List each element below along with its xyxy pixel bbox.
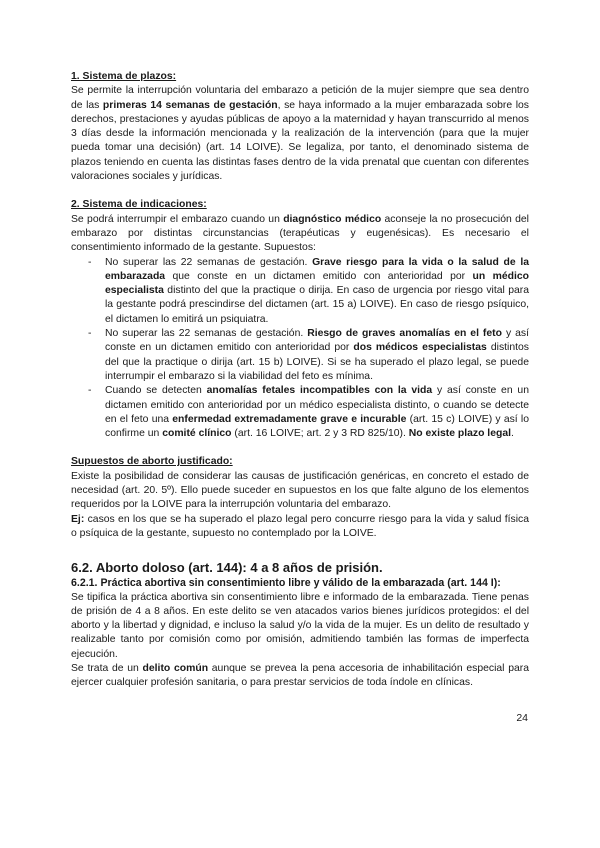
paragraph-practica-abortiva: Se tipifica la práctica abortiva sin consentimiento libre e informado de la embarazada. Tiene penas de prisión de 4 a 8 años. En este delito se ven atacados varios bienes jurídicos protegidos: el del aborto y la libertad y dignidad, e incluso la salud y/o la vida de la mujer. Es un delito de resultado y realizable tanto por comisión como por omisión, admitiendo también las formas de imperfecta ejecución. — [71, 591, 529, 660]
list-item: - No superar las 22 semanas de gestación. Grave riesgo para la vida o la salud de la embarazada que conste en un dictamen emitido con anterioridad por un médico especialista distinto del que la practique o dirija. En caso de urgencia por riesgo vital para la gestante podrá prescindirse del dictamen (art. 15 a) LOIVE). En caso de riesgo psíquico, el dictamen lo emitirá un psiquiatra. — [88, 256, 529, 325]
paragraph-indicaciones: Se podrá interrumpir el embarazo cuando un diagnóstico médico aconseje la no prosecución del embarazo por distintas circunstancias (terapéuticas y eugenésicas). Es necesario el consentimiento informado de la gestante. Supuestos: — [71, 213, 529, 254]
section-heading-plazos: 1. Sistema de plazos: — [71, 71, 177, 82]
subsection-title-practica-abortiva: 6.2.1. Práctica abortiva sin consentimiento libre y válido de la embarazada (art. 144 I): — [71, 577, 501, 590]
list-item: - Cuando se detecten anomalías fetales incompatibles con la vida y así conste en un dictamen emitido con anterioridad por un médico especialista distinto, o cuando se detecte en el feto una enfermedad extremadamente grave e incurable (art. 15 c) LOIVE) y así lo confirme un comité clínico (art. 16 LOIVE; art. 2 y 3 RD 825/10). No existe plazo legal. — [88, 385, 530, 440]
page-number: 24 — [516, 712, 528, 724]
list-item: - No superar las 22 semanas de gestación. Riesgo de graves anomalías en el feto y así conste en un dictamen emitido con anterioridad por dos médicos especialistas distintos del que la practique o dirija (art. 15 b) LOIVE). Si se ha superado el plazo legal, se puede interrumpir el embarazo si la viabilidad del feto es mínima. — [88, 328, 529, 382]
paragraph-ejemplo: Ej: casos en los que se ha superado el plazo legal pero concurre riesgo para la vida y salud física o psíquica de la gestante, supuesto no contemplado por la LOIVE. — [71, 513, 529, 539]
section-heading-aborto-justificado: Supuestos de aborto justificado: — [71, 456, 233, 468]
document-page — [71, 70, 529, 691]
section-heading-indicaciones: 2. Sistema de indicaciones: — [71, 199, 207, 211]
paragraph-plazos: Se permite la interrupción voluntaria del embarazo a petición de la mujer siempre que sea dentro de las primeras 14 semanas de gestación, se haya informado a la mujer embarazada sobre los derechos, prestaciones y ayudas públicas de apoyo a la maternidad y hayan transcurrido al menos 3 días desde la información mencionada y la realización de la intervención (para que la mujer pueda tomar una decisión) (art. 14 LOIVE). Se legaliza, por tanto, el denominado sistema de plazos teniendo en cuenta las distintas fases dentro de la vida prenatal que cuentan con diferentes valoraciones sociales y jurídicas. — [71, 85, 529, 183]
supuestos-list — [71, 256, 529, 442]
section-title-aborto-doloso: 6.2. Aborto doloso (art. 144): 4 a 8 años de prisión. — [71, 560, 383, 576]
paragraph-aborto-justificado: Existe la posibilidad de considerar las causas de justificación genéricas, en concreto el estado de necesidad (art. 20. 5º). Ello puede suceder en supuestos en los que falte alguno de los elementos requeridos por la LOIVE para la interrupción voluntaria del embarazo. — [71, 470, 529, 511]
paragraph-delito-comun: Se trata de un delito común aunque se prevea la pena accesoria de inhabilitación especial para ejercer cualquier profesión sanitaria, o para prestar servicios de toda índole en clínicas. — [71, 662, 529, 689]
